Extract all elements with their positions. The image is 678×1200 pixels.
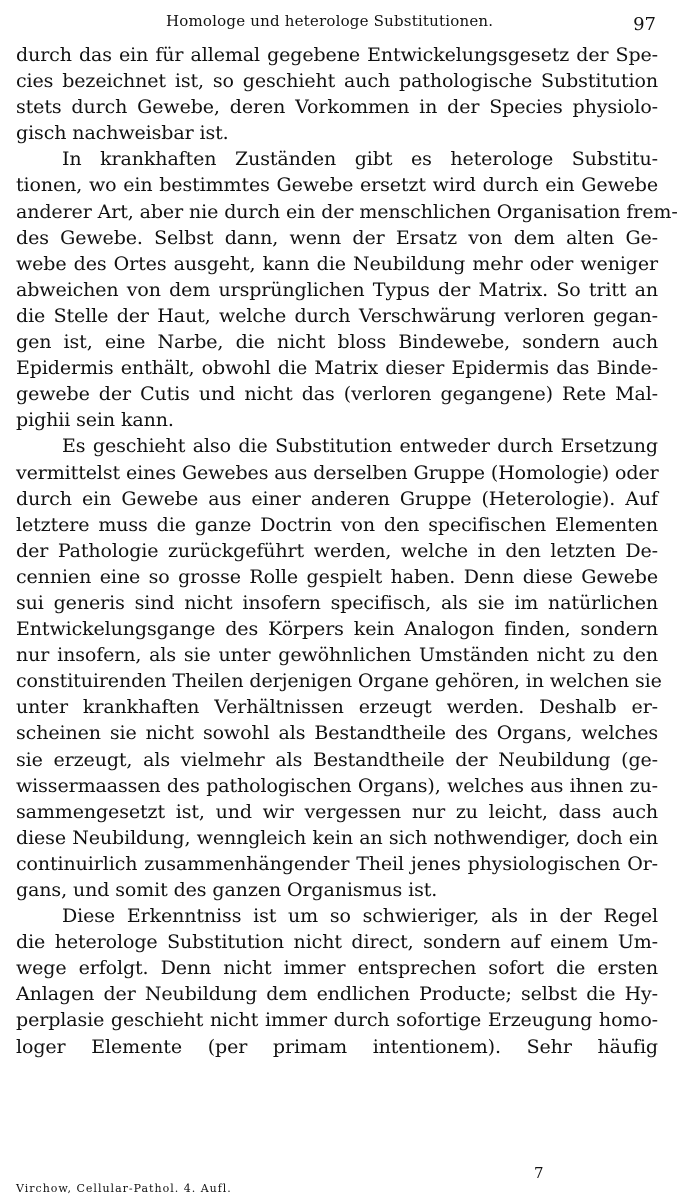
text-line: vermittelst eines Gewebes aus derselben Gruppe (Homologie) oder	[16, 461, 659, 484]
text-line: continuirlich zusammenhängender Theil jenes physiologischen Or-	[16, 852, 658, 875]
text-line: des Gewebe. Selbst dann, wenn der Ersatz von dem alten Ge-	[16, 226, 658, 249]
text-line: anderer Art, aber nie durch ein der menschlichen Organisation frem-	[16, 200, 678, 223]
text-line: wissermaassen des pathologischen Organs), welches aus ihnen zu-	[16, 774, 658, 797]
text-line: diese Neubildung, wenngleich kein an sich nothwendiger, doch ein	[16, 826, 658, 849]
text-line: durch das ein für allemal gegebene Entwickelungsgesetz der Spe-	[16, 44, 658, 66]
text-line: sammengesetzt ist, und wir vergessen nur zu leicht, dass auch	[16, 800, 658, 823]
text-line: gisch nachweisbar ist.	[16, 122, 229, 145]
text-line: die heterologe Substitution nicht direct, sondern auf einem Um-	[16, 931, 658, 954]
book-page	[16, 8, 678, 1195]
text-line: sui generis sind nicht insofern specifisch, als sie im natürlichen	[16, 591, 658, 614]
text-line: scheinen sie nicht sowohl als Bestandtheile des Organs, welches	[16, 722, 658, 745]
paragraph-3	[16, 433, 662, 903]
text-line: durch ein Gewebe aus einer anderen Gruppe (Heterologie). Auf	[16, 487, 658, 510]
text-line: der Pathologie zurückgeführt werden, welche in den letzten De-	[16, 539, 658, 562]
signature-mark: 7	[534, 1164, 544, 1182]
paragraph-4	[16, 903, 658, 1060]
text-line: gen ist, eine Narbe, die nicht bloss Bindewebe, sondern auch	[16, 331, 658, 354]
text-line: Es geschieht also die Substitution entweder durch Ersetzung	[62, 435, 658, 458]
running-title: Homologe und heterologe Substitutionen.	[166, 12, 494, 30]
text-line: In krankhaften Zuständen gibt es heterologe Substitu-	[62, 148, 658, 171]
text-line: tionen, wo ein bestimmtes Gewebe ersetzt wird durch ein Gewebe	[16, 174, 658, 197]
footer-credit: Virchow, Cellular-Pathol. 4. Aufl.	[16, 1182, 232, 1195]
text-line: Anlagen der Neubildung dem endlichen Producte; selbst die Hy-	[16, 983, 658, 1006]
page-footer	[16, 1164, 658, 1196]
text-line: gans, und somit des ganzen Organismus ist.	[16, 879, 438, 901]
running-header	[16, 8, 658, 42]
paragraph-2	[16, 146, 678, 433]
text-line: Diese Erkenntniss ist um so schwieriger, als in der Regel	[62, 905, 658, 928]
text-line: letztere muss die ganze Doctrin von den specifischen Elementen	[16, 513, 658, 536]
text-line: cennien eine so grosse Rolle gespielt haben. Denn diese Gewebe	[16, 565, 658, 588]
text-line: Entwickelungsgange des Körpers kein Analogon finden, sondern	[16, 618, 658, 641]
text-line: cies bezeichnet ist, so geschieht auch pathologische Substitution	[16, 70, 658, 93]
body-text	[16, 42, 678, 1060]
paragraph-1	[16, 42, 658, 146]
text-line: Epidermis enthält, obwohl die Matrix dieser Epidermis das Binde-	[16, 357, 658, 380]
text-line: constituirenden Theilen derjenigen Organe gehören, in welchen sie	[16, 670, 662, 693]
text-line: webe des Ortes ausgeht, kann die Neubildung mehr oder weniger	[16, 252, 658, 275]
text-line: die Stelle der Haut, welche durch Verschwärung verloren gegan-	[16, 304, 658, 327]
text-line: pighii sein kann.	[16, 409, 174, 432]
text-line: stets durch Gewebe, deren Vorkommen in der Species physiolo-	[16, 96, 658, 119]
text-line: unter krankhaften Verhältnissen erzeugt werden. Deshalb er-	[16, 696, 658, 719]
text-line: abweichen von dem ursprünglichen Typus der Matrix. So tritt an	[16, 278, 658, 301]
text-line: wege erfolgt. Denn nicht immer entsprechen sofort die ersten	[16, 957, 658, 980]
text-line: nur insofern, als sie unter gewöhnlichen Umständen nicht zu den	[16, 644, 658, 667]
page-number: 97	[633, 14, 656, 35]
text-line: loger Elemente (per primam intentionem). Sehr häufig	[16, 1035, 658, 1058]
text-line: perplasie geschieht nicht immer durch sofortige Erzeugung homo-	[16, 1009, 658, 1032]
text-line: sie erzeugt, als vielmehr als Bestandtheile der Neubildung (ge-	[16, 748, 658, 771]
text-line: gewebe der Cutis und nicht das (verloren gegangene) Rete Mal-	[16, 383, 658, 406]
